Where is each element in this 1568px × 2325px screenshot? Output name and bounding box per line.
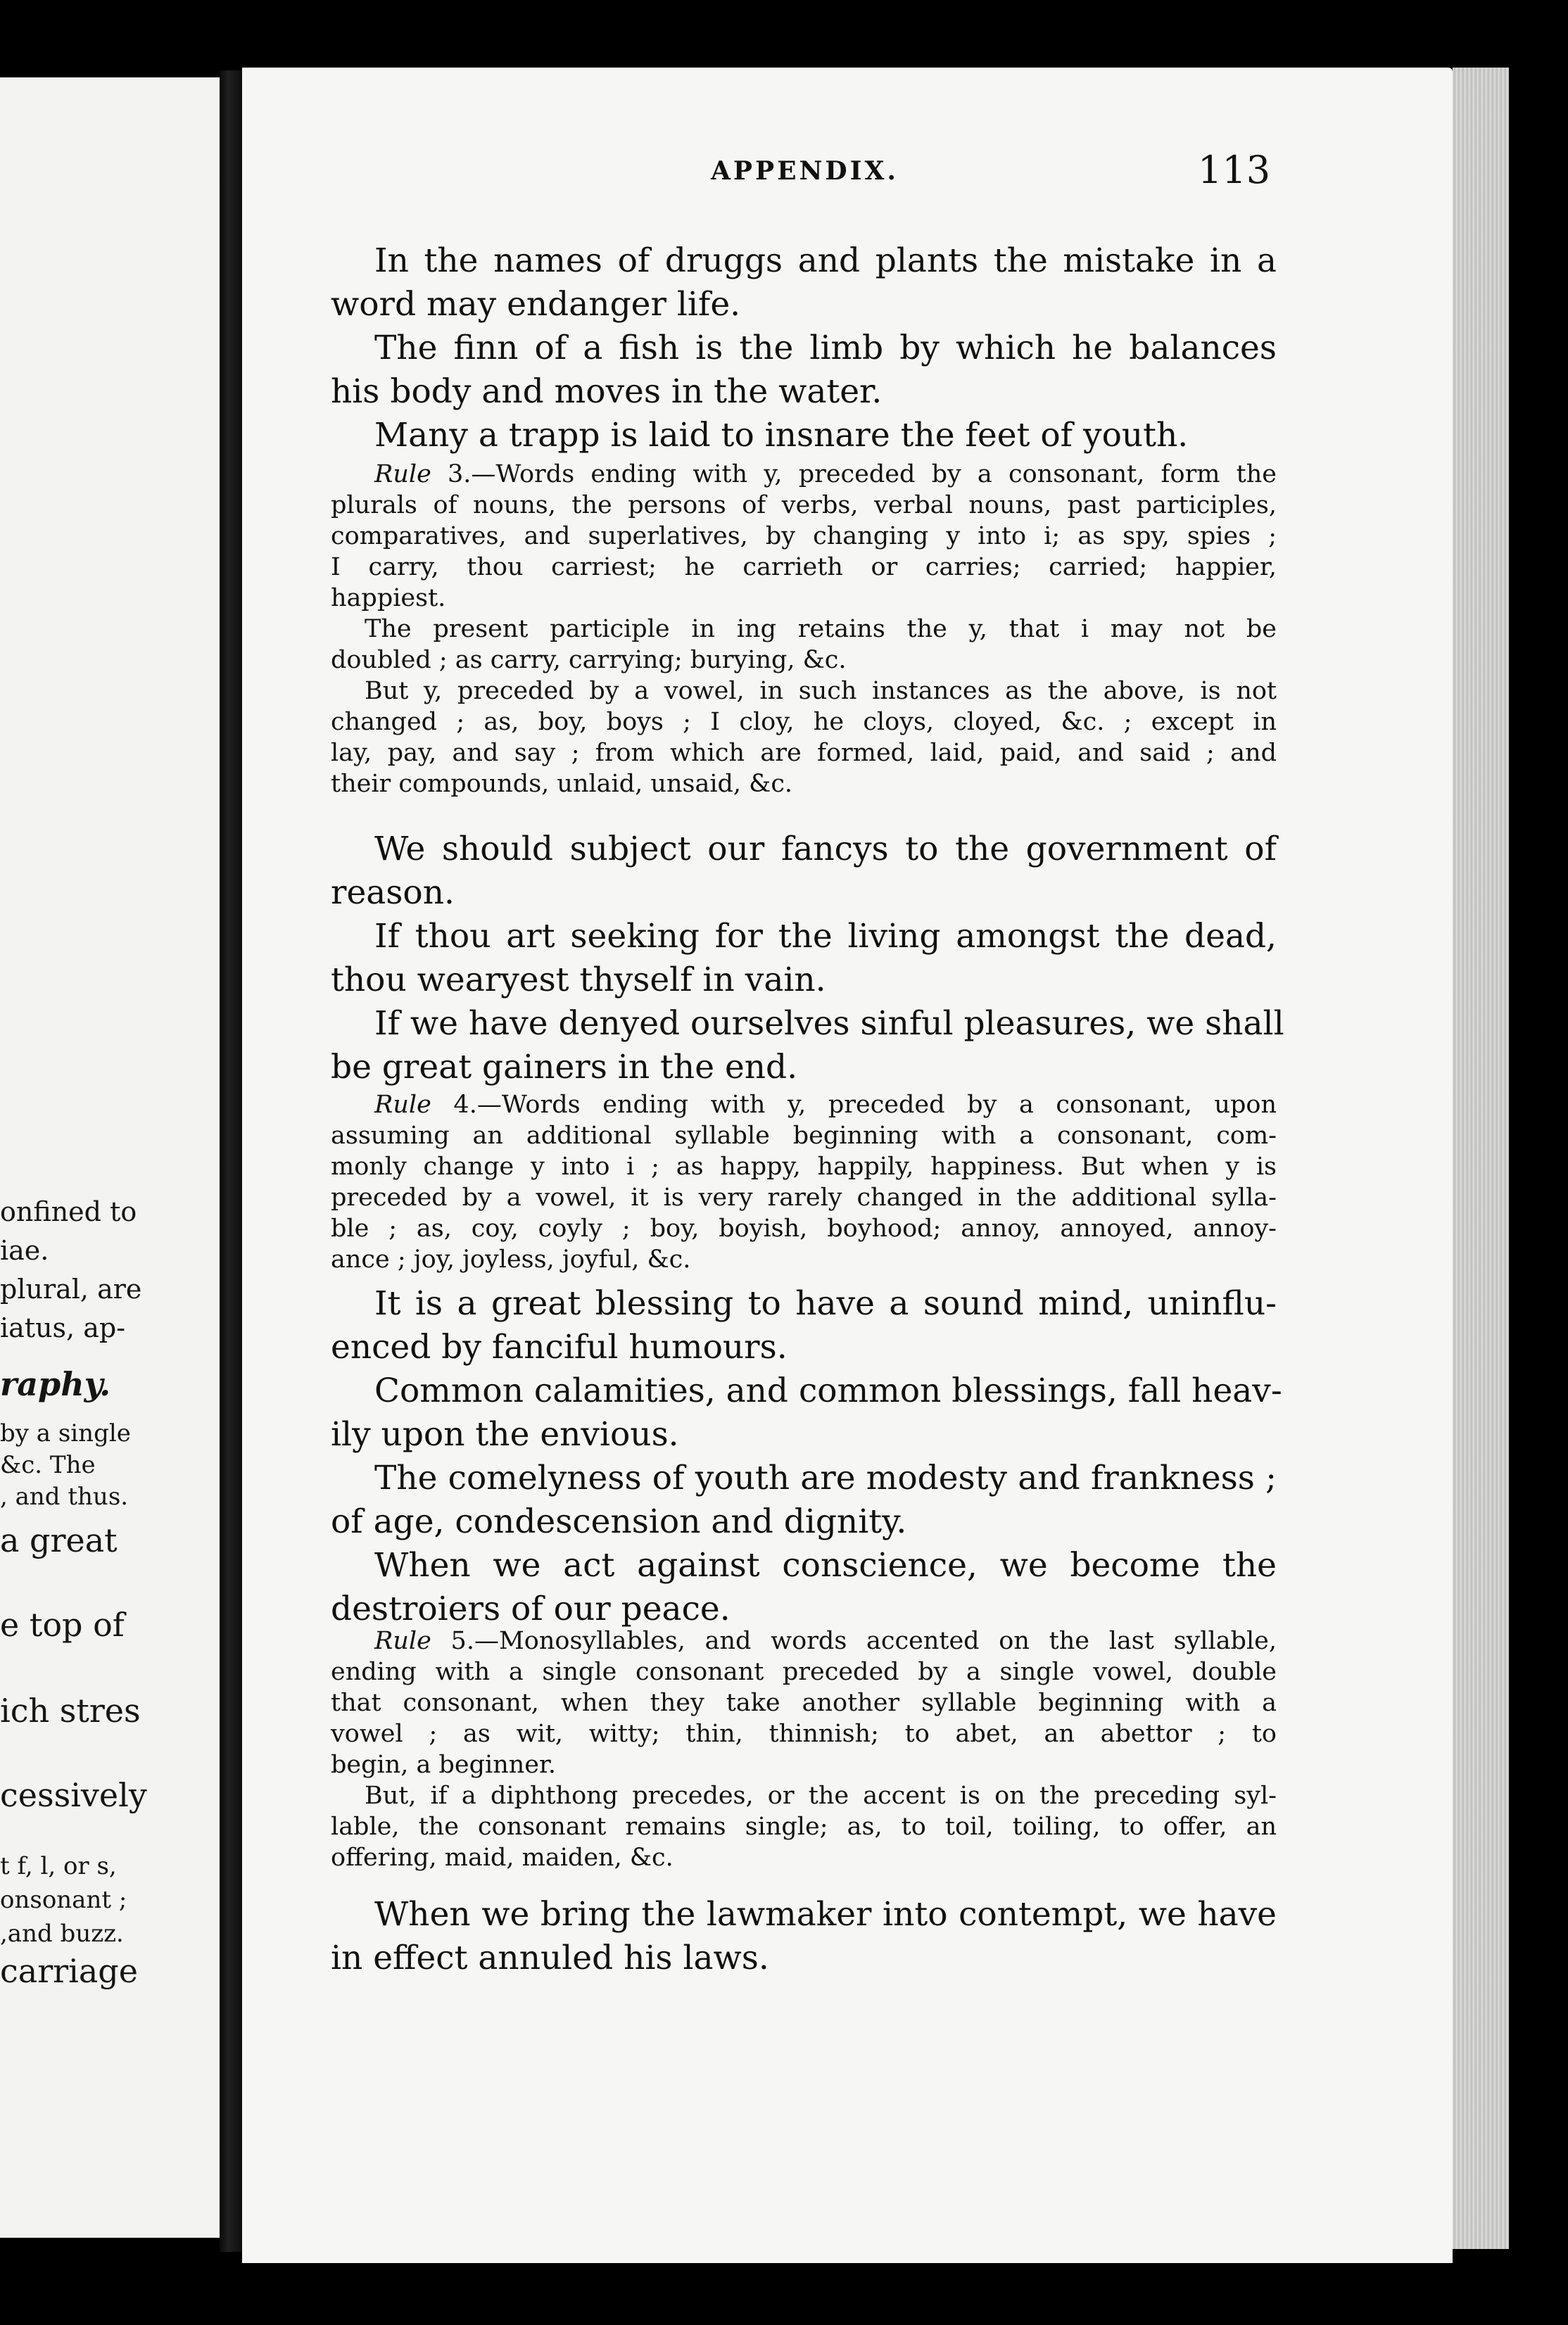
example-sentence: In the names of druggs and plants the mistake in a word may endanger life. bbox=[331, 241, 1277, 324]
left-line: a great bbox=[0, 1521, 118, 1559]
rule-paragraph: Rule 3.—Words ending with y, preceded by a consonant, form the plurals of nouns, the persons of verbs, verbal nouns, past participles, comparatives, and superlatives, by changing y into i; as spy, spies ; I carry, thou carriest; he carrieth or carries; carried; happier, happiest. bbox=[331, 460, 1277, 612]
rule-paragraph: Rule 5.—Monosyllables, and words accented on the last syllable, ending with a single consonant preceded by a single vowel, double that consonant, when they take another syllable beginning with a vowel ; as wit, witty; thin, thinnish; to abet, an abettor ; to begin, a beginner. bbox=[331, 1627, 1277, 1779]
running-title: APPENDIX. bbox=[711, 156, 899, 186]
rule-3 bbox=[331, 459, 1277, 799]
binding-gutter bbox=[220, 70, 242, 2252]
example-sentence: The comelyness of youth are modesty and frankness ; of age, condescension and dignity. bbox=[331, 1459, 1277, 1541]
example-sentence: When we act against conscience, we become the destroiers of our peace. bbox=[331, 1546, 1277, 1628]
left-line: plural, are bbox=[0, 1274, 142, 1305]
rule-4 bbox=[331, 1089, 1277, 1275]
rule-note: But y, preceded by a vowel, in such instances as the above, is not changed ; as, boy, boys ; I cloy, he cloys, cloyed, &c. ; except in lay, pay, and say ; from which are formed, laid, paid, and said ; and their compounds, unlaid, unsaid, &c. bbox=[331, 677, 1277, 798]
example-group-2 bbox=[331, 828, 1284, 1089]
left-line: onsonant ; bbox=[0, 1886, 127, 1914]
example-sentence: The finn of a fish is the limb by which he balances his body and moves in the water. bbox=[331, 329, 1277, 411]
example-sentence: We should subject our fancys to the government of reason. bbox=[331, 830, 1277, 912]
page-edges bbox=[1453, 68, 1509, 2249]
page-number: 113 bbox=[1198, 148, 1271, 192]
left-line: ich stres bbox=[0, 1692, 141, 1730]
example-group-1 bbox=[331, 239, 1277, 457]
rule-paragraph: Rule 4.—Words ending with y, preceded by a consonant, upon assuming an additional syllable beginning with a consonant, com- monly change y into i ; as happy, happily, happiness. But when y is preceded by a vowel, it is very rarely changed in the additional sylla- ble ; as, coy, coyly ; boy, boyish, boyhood; annoy, annoyed, annoy- ance ; joy, joyless, joyful, &c. bbox=[331, 1091, 1277, 1274]
left-page-fragment bbox=[0, 77, 220, 2238]
rule-5 bbox=[331, 1626, 1277, 1873]
left-line: onfined to bbox=[0, 1196, 137, 1227]
left-line: raphy. bbox=[0, 1365, 111, 1403]
rule-note: But, if a diphthong precedes, or the accent is on the preceding syl- lable, the consonant remains single; as, to toil, toiling, to offer, an offering, maid, maiden, &c. bbox=[331, 1782, 1277, 1872]
example-sentence: When we bring the lawmaker into contempt, we have in effect annuled his laws. bbox=[331, 1895, 1277, 1977]
rule-label: Rule bbox=[374, 1627, 431, 1655]
left-line: ,and buzz. bbox=[0, 1920, 124, 1948]
left-line: e top of bbox=[0, 1606, 125, 1644]
rule-note: The present participle in ing retains the y, that i may not be doubled ; as carry, carrying; burying, &c. bbox=[331, 615, 1277, 674]
example-sentence: If we have denyed ourselves sinful pleasures, we shall be great gainers in the end. bbox=[331, 1004, 1284, 1087]
left-line: iatus, ap- bbox=[0, 1312, 126, 1343]
example-group-4 bbox=[331, 1893, 1277, 1980]
example-sentence: Many a trapp is laid to insnare the feet of youth. bbox=[374, 416, 1189, 455]
example-sentence: Common calamities, and common blessings, fall heav- ily upon the envious. bbox=[331, 1371, 1282, 1454]
example-group-3 bbox=[331, 1282, 1282, 1631]
example-sentence: If thou art seeking for the living amongst the dead, thou wearyest thyself in vain. bbox=[331, 917, 1277, 999]
left-line: t f, l, or s, bbox=[0, 1852, 117, 1880]
left-line: cessively bbox=[0, 1776, 147, 1814]
rule-label: Rule bbox=[374, 460, 431, 488]
example-sentence: It is a great blessing to have a sound mind, uninflu- enced by fanciful humours. bbox=[331, 1284, 1277, 1367]
left-line: iae. bbox=[0, 1235, 49, 1266]
left-line: &c. The bbox=[0, 1451, 96, 1479]
left-line: , and thus. bbox=[0, 1483, 129, 1511]
left-line: carriage bbox=[0, 1952, 138, 1990]
rule-label: Rule bbox=[374, 1091, 431, 1119]
left-line: by a single bbox=[0, 1419, 131, 1447]
